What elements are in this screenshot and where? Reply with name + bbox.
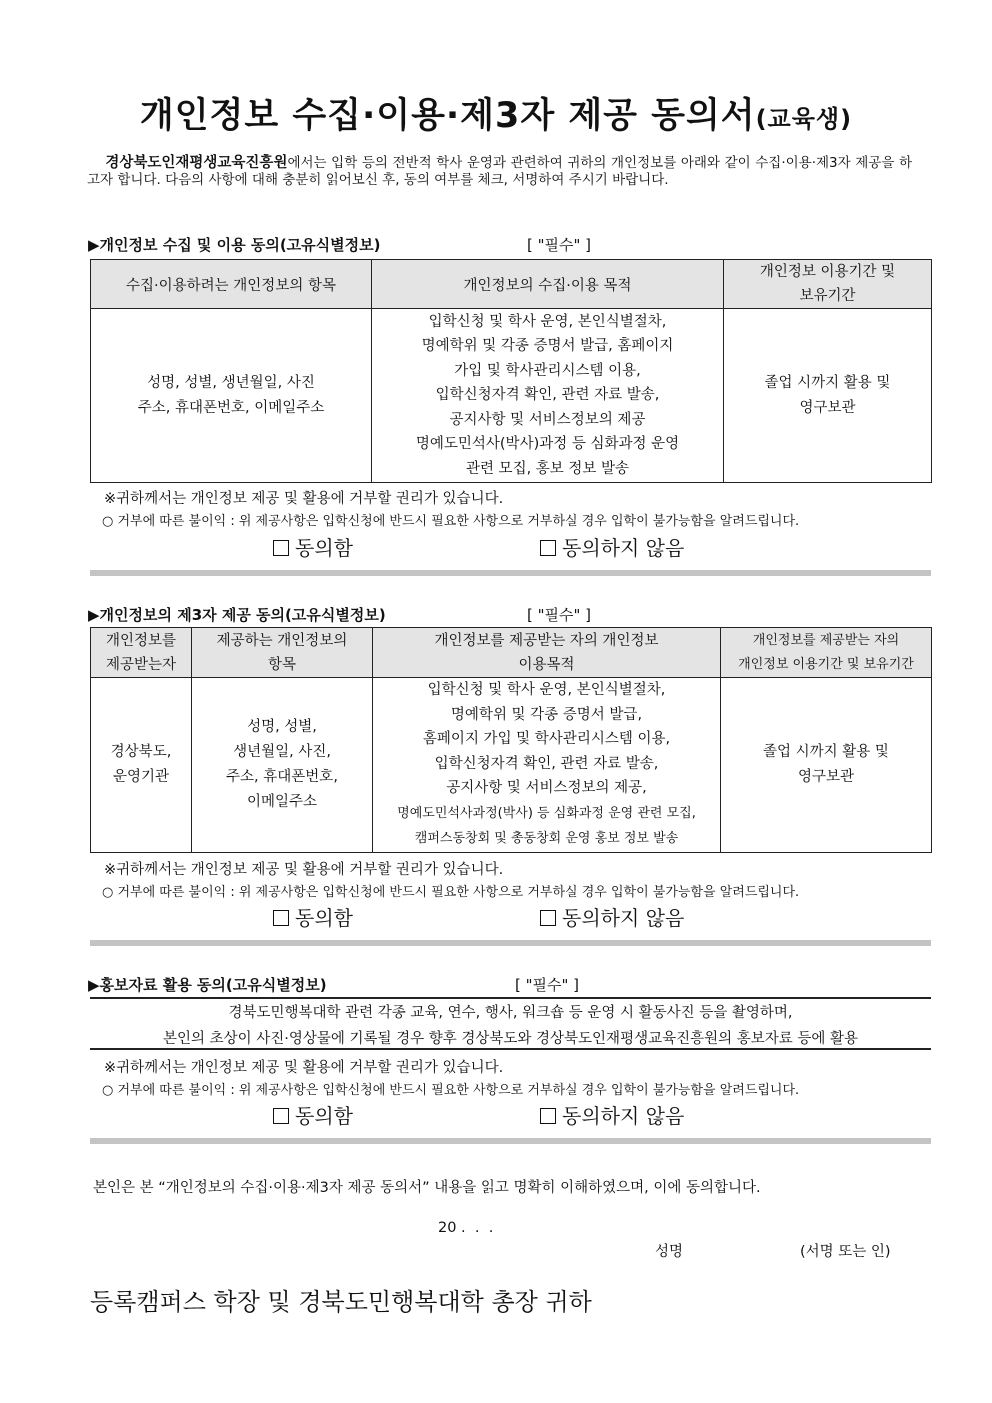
checkbox-icon[interactable] [273,540,289,556]
section3-top-rule [90,997,931,999]
purpose-cell: 입학신청 및 학사 운영, 본인식별절차, 명예학위 및 각종 증명서 발급, 홈페이지 가입 및 학사관리시스템 이용, 입학신청자격 확인, 관련 자료 발송, 공지사항 및 서비스정보의 제공 명예도민석사(박사)과정 등 심화과정 운영 관련 모집, 홍보 정보 발송 [372,309,724,483]
recipient-cell: 경상북도, 운영기관 [91,678,192,853]
section1-penalty-note: ○ 거부에 따른 불이익 : 위 제공사항은 입학신청에 반드시 필요한 사항으로 거부하실 경우 입학이 불가능함을 알려드립니다. [102,514,800,529]
divider [90,940,931,946]
checkbox-icon[interactable] [273,1108,289,1124]
checkbox-icon[interactable] [273,910,289,926]
section1-heading: ▶개인정보 수집 및 이용 동의(고유식별정보) [88,236,381,254]
section1-table [90,259,932,483]
organization-name: 경상북도인재평생교육진흥원 [105,155,288,171]
items-cell: 성명, 성별, 생년월일, 사진, 주소, 휴대폰번호, 이메일주소 [192,678,373,853]
checkbox-icon[interactable] [540,540,556,556]
page-title: 개인정보 수집·이용·제3자 제공 동의서(교육생) [139,96,853,136]
divider [90,570,931,576]
section1-right-note: ※귀하께서는 개인정보 제공 및 활용에 거부할 권리가 있습니다. [104,491,504,507]
section2-agree-checkbox[interactable]: 동의함 [273,902,353,931]
date-line[interactable]: 20 . . . [438,1220,494,1236]
header-purpose: 개인정보를 제공받는 자의 개인정보 이용목적 [373,628,721,678]
section3-right-note: ※귀하께서는 개인정보 제공 및 활용에 거부할 권리가 있습니다. [104,1060,504,1076]
checkbox-icon[interactable] [540,910,556,926]
section2-disagree-checkbox[interactable]: 동의하지 않음 [540,902,684,931]
addressee: 등록캠퍼스 학장 및 경북도민행복대학 총장 귀하 [90,1288,592,1316]
intro-paragraph: 경상북도인재평생교육진흥원에서는 입학 등의 전반적 학사 운영과 관련하여 귀하의 개인정보를 아래와 같이 수집·이용·제3자 제공을 하고자 합니다. 다음의 사항에 대해 충분히 읽어보신 후, 동의 여부를 체크, 서명하여 주시기 바랍니다. [87,155,912,188]
header-purpose: 개인정보의 수집·이용 목적 [372,260,724,309]
header-period: 개인정보를 제공받는 자의 개인정보 이용기간 및 보유기간 [721,628,932,678]
period-cell: 졸업 시까지 활용 및 영구보관 [721,678,932,853]
section1-agree-checkbox[interactable]: 동의함 [273,532,353,561]
items-cell: 성명, 성별, 생년월일, 사진 주소, 휴대폰번호, 이메일주소 [91,309,372,483]
section3-disagree-checkbox[interactable]: 동의하지 않음 [540,1100,684,1129]
section2-table [90,627,932,853]
header-items: 수집·이용하려는 개인정보의 항목 [91,260,372,309]
section2-right-note: ※귀하께서는 개인정보 제공 및 활용에 거부할 권리가 있습니다. [104,862,504,878]
section3-body-line2: 본인의 초상이 사진·영상물에 기록될 경우 향후 경상북도와 경상북도인재평생교육진흥원의 홍보자료 등에 활용 [162,1031,859,1047]
signature-label: 성명 [655,1244,684,1260]
section3-heading: ▶홍보자료 활용 동의(고유식별정보) [88,976,327,994]
checkbox-icon[interactable] [540,1108,556,1124]
header-period: 개인정보 이용기간 및 보유기간 [724,260,932,309]
section3-agree-checkbox[interactable]: 동의함 [273,1100,353,1129]
header-recipient: 개인정보를 제공받는자 [91,628,192,678]
section2-penalty-note: ○ 거부에 따른 불이익 : 위 제공사항은 입학신청에 반드시 필요한 사항으로 거부하실 경우 입학이 불가능함을 알려드립니다. [102,885,800,900]
section2-required: [ "필수" ] [527,606,592,624]
section2-heading: ▶개인정보의 제3자 제공 동의(고유식별정보) [88,606,386,624]
section1-disagree-checkbox[interactable]: 동의하지 않음 [540,532,684,561]
purpose-cell: 입학신청 및 학사 운영, 본인식별절차, 명예학위 및 각종 증명서 발급, 홈페이지 가입 및 학사관리시스템 이용, 입학신청자격 확인, 관련 자료 발송, 공지사항 및 서비스정보의 제공, 명예도민석사과정(박사) 등 심화과정 운영 관련 모집, 캠퍼스동창회 및 총동창회 운영 홍보 정보 발송 [373,678,721,853]
signature-hint[interactable]: (서명 또는 인) [800,1244,891,1260]
divider [90,1138,931,1144]
section3-body-line1: 경북도민행복대학 관련 각종 교육, 연수, 행사, 워크숍 등 운영 시 활동사진 등을 촬영하며, [228,1005,793,1021]
period-cell: 졸업 시까지 활용 및 영구보관 [724,309,932,483]
header-items: 제공하는 개인정보의 항목 [192,628,373,678]
section3-bottom-rule [90,1048,931,1050]
section1-required: [ "필수" ] [527,236,592,254]
section3-required: [ "필수" ] [515,976,580,994]
section3-penalty-note: ○ 거부에 따른 불이익 : 위 제공사항은 입학신청에 반드시 필요한 사항으로 거부하실 경우 입학이 불가능함을 알려드립니다. [102,1083,800,1098]
consent-statement: 본인은 본 “개인정보의 수집·이용·제3자 제공 동의서” 내용을 읽고 명확히 이해하였으며, 이에 동의합니다. [93,1180,761,1196]
